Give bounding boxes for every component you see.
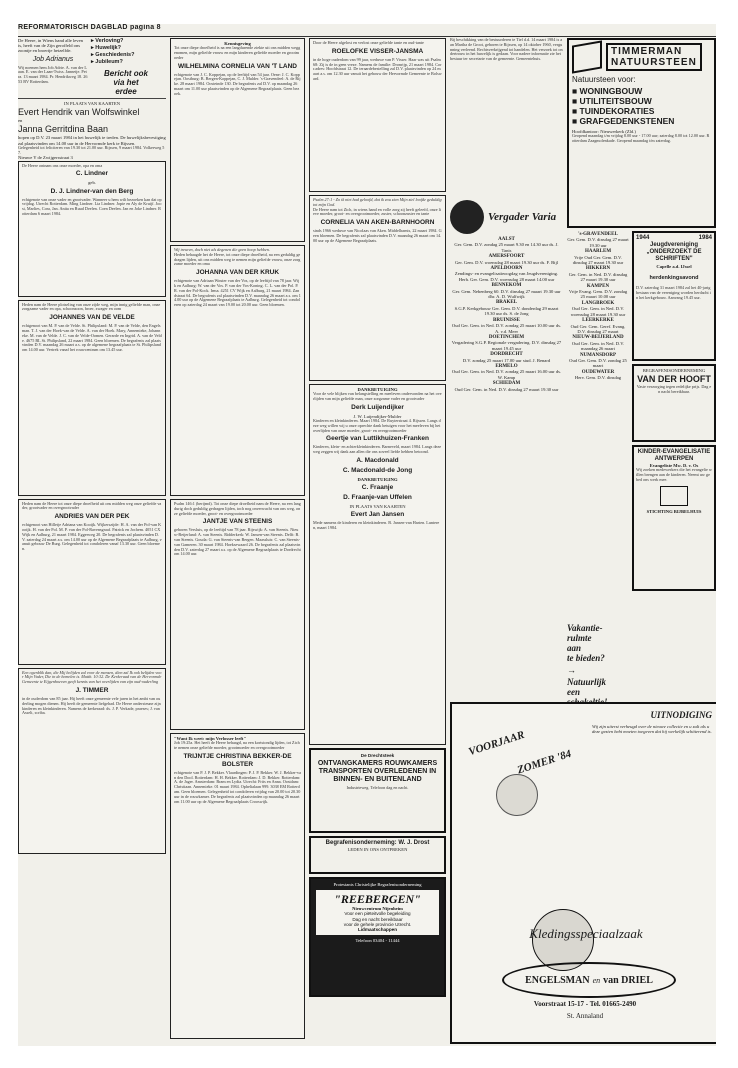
church-listing: AALST Ger. Gem. D.V. zondag 25 maart 9.30 en 14.30 uur ds. J. Tanis AMERSFOORT Ger. Gem. D.V. woensdag 28 maart 19.30 uur ds. F. Bijl APELDOORN Zendings- en evangelisatieoogdag van Jeugdvereniging. Herh. Ger. Gem. D.V. woensdag 28 maart 14.00 uur BENNEKOM Ger. Gem. Nebenberg 60. D.V. dinsdag 27 maart 19.30 uur dhr. A. D. Wulfwijk BRAKEL S.G.P. Kerkgebouw Ger. Gem. D.V. donderdag 29 maart 19.30 uur ds. S. de Jong BRUINISSE Oud Ger. Gem. in Ned. D.V. zondag 25 maart 10.00 uur ds. A. v.d. Meer DOETINCHEM Vergadering S.G.P. Regionale vergadering. D.V. dinsdag 27 maart 19.45 uur DORDRECHT D.V. zondag 25 maart 17.00 uur stud. J. Benard ERMELO Oud Ger. Gem. in Ned. D.V. zondag 25 maart 16.00 uur ds. W. Kamp SCHIEDAM Oud Ger. Gem. in Ned. D.V. dinsdag 27 maart 19.30 uur: [451, 237, 562, 392]
checklist-item: ▸ Verloving?: [91, 38, 124, 44]
thanks-partner: J. W. Luijendijker-Mulder: [353, 413, 402, 419]
church-place: HAARLEM: [584, 249, 612, 255]
filler-text: Mede namens de kinderen en kleinkinderen. B. Jansen-van Harten. Lunteren, maart 1984.: [313, 520, 440, 531]
ad-title: Begrafenisonderneming: W. J. Drost: [325, 840, 430, 846]
church-place: DORDRECHT: [490, 352, 523, 358]
megaphone-icon: [450, 200, 484, 234]
filler-text: echtgenote van Adriaan Wouter van der Vos, op de leeftijd van 78 jaar. Wijk en Aalburg: W. van der Vos. P. van der Vos-Koning. C. L. van der Pol. P. R. van der Pol-Kock. Irma. 4251 CV Wijk en Aalburg, 21 maart 1984. Zandstraat 64. De begrafenis zal plaatsvinden D.V. maandag 26 maart a.s. om 14.00 uur op de Algemene Begraafplaats te Aalburg. Gelegenheid tot condoleren op zaterdag 24 maart van 19.00 tot 20.00 uur. Geen bloemen.: [174, 278, 301, 308]
death-notice-bekker: [170, 733, 305, 1039]
death-notice-van-der-pek: [18, 499, 166, 665]
church-place: 's-GRAVENDEEL: [578, 232, 618, 237]
death-notice-visser: [309, 38, 446, 192]
item-label: TUINDEKORATIES: [579, 106, 655, 116]
engelsman-logo: [502, 962, 676, 998]
funeral-ad-drechtsteek: [309, 748, 446, 833]
deceased-name: JOHANNES VAN DE VELDE: [49, 314, 135, 322]
filler-text: Door de Heere afgelost en verlost onze geliefde tante en oud-tante: [313, 40, 424, 45]
death-notice-van-steenis: [170, 499, 305, 730]
bible-house-icon: [660, 486, 688, 506]
column-3: [309, 38, 446, 1046]
ad-name: VAN DER HOOFT: [637, 374, 711, 385]
filler-text: Psalm 27:1 - Zo ik niet had geloofd, dat ik zou zien Mijn ziel loofde geduldig tot mijn God.: [313, 197, 442, 207]
marriage-en: en: [18, 118, 23, 124]
couple-name: Evert Jan Jansen: [350, 511, 405, 519]
filler-text: Geopend maandag t/m vrijdag 8.00 uur - 17.00 uur; zaterdag 8.00 tot 12.00 uur. Rotterdam Zaagmolenkade. Geopend maandag t/m zaterdag.: [572, 133, 710, 143]
church-place: NUMANSDORP: [579, 352, 617, 358]
church-place: BRAKEL: [495, 300, 518, 306]
filler-text: Vaste verzorging tegen redelijke prijs. Dag en nacht bereikbaar.: [636, 384, 712, 394]
thanks-notices: [309, 384, 446, 745]
filler-text: echtgenote van P. J. P. Bekker. Vlaardingen: P. J. P. Bekker. W. J. Bekker-van den Dool. Rotterdam: H. H. Bekker. Rotterdam: J. D. Bekker. Rotterdam: A. de Jager. Amsterdam: Bram en Lydia. Utrecht: Frits en Anna. Oostdam: Christiaan. Annemieke. 01 maart 1984. Ophelialaan 999. 3038 EM Rotterdam. Geen bloemen. Gelegenheid tot condoleren vrijdag van 20.00 tot 20.30 uur in de rouwkamer. De begrafenis zal plaatsvinden op maandag 26 maart om 11.00 uur op de Algemene Begraafplaats Crooswijk.: [174, 769, 301, 804]
hooft-ad: [632, 364, 716, 442]
brand-line-2: en: [592, 975, 601, 985]
kleding-heading: Kledingsspeciaalzaak: [529, 926, 643, 941]
church-place: LEERKERKE: [582, 318, 614, 324]
brand-line-2: NATUURSTEEN: [611, 57, 697, 68]
death-notice-van-aken: [309, 195, 446, 381]
ad-text: Lidmaatschappen: [357, 927, 398, 933]
deceased-name: JOHANNA VAN DER KRUK: [195, 269, 280, 277]
thanks-name: Derk Luijendijker: [351, 403, 404, 411]
church-place: APELDOORN: [490, 266, 523, 272]
deceased-name: TRIJNTJE CHRISTINA BEKKER-DE BOLSTER: [183, 752, 292, 768]
filler-text: echtgenoot van Hilletje Adriana van Kooijk. Wijkerszijde: H. A. van der Pol-van Kooijk. H. van der Pol. M. P. van der Pol-Ravensgraaf. Patrick en Jochem. 4051 CX Wijk en Aalburg, 21 maart 1984. Eggerweg 20. De begrafenis zal plaatsvinden D.V. zaterdag 24 maart a.s. om 14.00 uur op de Algemene Begraafplaats te Aalburg, vanuit gebouw De Burg. Gelegenheid tot condoleren vanaf 13.30 uur. Geen bloemen.: [22, 522, 162, 552]
kinder-ad: [632, 445, 716, 591]
church-place: OUDEWATER: [581, 369, 615, 375]
filler-text: Voor de vele blijken van belangstelling en meeleven ondervonden na het overlijden van mijn geliefde man, onze zorgzame vader en grootvader: [313, 391, 442, 401]
death-notice-lindner: [18, 161, 166, 297]
filler-text: Wij treuren, doch niet als degenen die geen hoop hebben.: [174, 247, 270, 252]
filler-text: sinds 1966 weduwe van Nicolaas van Aken. Middelharnis, 22 maart 1984. Geen bloemen. De begrafenis zal plaatsvinden D.V. maandag 26 maart om 14.00 uur op de Algemene Begraafplaats.: [313, 228, 442, 243]
column-2: [170, 38, 305, 1046]
filler-text: Psalm 146:1 (berijmd). Tot onze diepe droefheid nam de Heere, na een langdurig doch geduldig gedragen lijden, toch nog onverwacht van ons weg, onze geliefde moeder, groot- en overgrootmoeder: [174, 501, 301, 516]
top-section: [18, 38, 166, 96]
ad-title: Jeugdvereniging „ONDERZOEKT DE SCHRIFTEN": [646, 242, 702, 262]
filler-text: Wij noemen hem Job Adrie. A. van der Laan. E. van der Laan-Twiss. Jannetje. Petra. 13 maart 1984. Pr. Hendrikweg 18. 2653 BV Rotterdam.: [18, 64, 88, 84]
ad-address: Telefoon 03404 - 11444: [355, 938, 400, 944]
deceased-name: ANDRIES VAN DER PEK: [54, 513, 130, 521]
filler-text: Industrieweg. Telefoon dag en nacht.: [346, 785, 409, 791]
vergader-varia-header: [450, 200, 563, 234]
filler-text: Bij beschikking van de bestuurderen te Tiel d.d. 14 maart 1984 is aan Martha de Groot, geboren te Rijssen, op 14 oktober 1960, vergunning verleend. Rechtsverkrijgend tot handelen. Het verzoek tot ondertrouw in het huwelijk is gedaan. Voor nadere informatie zie het bestuur ter secretarie van de gemeente. Gemeentehuis.: [450, 38, 563, 62]
church-place: LANGBROEK: [581, 300, 615, 306]
church-place: AMERSFOORT: [488, 254, 525, 260]
column-1: [18, 38, 166, 1046]
couple-name: C. Macdonald-de Jong: [342, 466, 413, 474]
death-notice-timmer: [18, 668, 166, 854]
death-geb: geb.: [88, 180, 96, 186]
uitnodiging-block: [592, 710, 712, 915]
deceased-name: ROELOFKE VISSER-JANSMA: [331, 47, 424, 55]
vakantie-ad: [567, 623, 629, 707]
church-place: NIEUW-BEIJERLAND: [572, 335, 624, 341]
filler-text: in de ouderdom van 85 jaar. Hij heeft onze gemeente vele jaren in het ambt van ouderling mogen dienen. Hij heeft de gemeente liefgehad. De Heere ondersteune zijn kinderen en kleinkinderen. Namens de kerkeraad: ds. J. P. Verkade, praeses; J. van Asselt, scriba.: [22, 696, 161, 716]
church-place: HIKKERN: [585, 266, 611, 272]
deceased-partner: D. J. Lindner-van den Berg: [50, 187, 134, 195]
death-notice-van-der-kruk: [170, 245, 305, 496]
couple-name: D. Fraanje-van Uffelen: [343, 494, 412, 502]
jeugd-years: [636, 235, 712, 241]
timmerman-logo: [572, 43, 711, 71]
filler-text: Heden nam de Heere tot onze diepe droefheid uit ons midden weg onze geliefde vader, grootvader en overgrootvader: [22, 500, 162, 511]
filler-text: D.V. zaterdag 31 maart 1984 zal het 40-jarig bestaan van de vereniging worden herdacht in het kerkgebouw. Aanvang 19.45 uur.: [636, 285, 711, 300]
ad-sub: LEDEN IN ONS ONTPREKEN: [347, 847, 408, 852]
funeral-ad-drost: [309, 836, 446, 874]
filler-text: De Heere nam tot Zich, in wiens hand en volle zorg zij heeft geleefd, onze lieve moeder, groot- en overgrootmoeder, zuster, schoonzuster en tante: [313, 206, 441, 217]
birth-name: Job Adrianus: [32, 55, 74, 63]
filler-text: echtgenote van J. C. Koppejan, op de leeftijd van 54 jaar. Oene: J. C. Koppejan. Oostburg: B. Bergen-Koppejan, C. J. Mulder. 's-Gravendeel: A. de Rijke. 28 maart 1984. Oosteinde 130. De begrafenis zal D.V. op maandag 26 maart om 11.00 uur plaatsvinden op de Algemene Begraafplaats. Geen bezoek.: [174, 71, 301, 96]
stone-block-icon: [572, 40, 602, 73]
item-label: WONINGBOUW: [579, 86, 643, 96]
church-place: BENNEKOM: [491, 283, 522, 289]
couple-name: A. Macdonald: [356, 456, 399, 464]
year-right: 1984: [698, 235, 712, 241]
page-header: [18, 24, 716, 37]
checklist: [91, 38, 161, 66]
erdee-slogan: Bericht ook via het erdee: [103, 69, 148, 96]
marriage-caption: IN PLAATS VAN KAARTEN: [63, 101, 121, 106]
brand-line-3: van DRIEL: [603, 974, 653, 986]
ad-text: Voor een piëteitvolle begeleiding: [344, 911, 411, 917]
filler-text: echtgenoot van M. P. van de Velde. St. Philipsland: M. P. van de Velde, den Engelsman. T. J. van der Hoek-van de Velde. A. van der Hoek. Mary, Annemieke, Johanneke. M. van de Velde. J. C. van de Velde-Oomen. Gerarde en Ingrid. A. van de Velde. 4675 BL St. Philipsland, 22 maart 1984. Geen bloemen. De begrafenis zal plaatsvinden D.V. maandag 26 maart a.s. op de algemene begraafplaats te St. Philipsland om 14.00 uur. Vertrek vanaf het rouwcentrum om 13.45 uur.: [22, 323, 162, 353]
brand-line-1: ENGELSMAN: [525, 974, 590, 986]
thanks-name: Geertje van Luttikhuizen-Franken: [326, 435, 429, 443]
zomer-label: ZOMER '84: [515, 747, 573, 777]
erdee-ad: [91, 38, 161, 96]
ad-event: herdenkingsavond: [649, 274, 699, 281]
church-place: KAMPEN: [586, 283, 610, 289]
ad-name: "REEBERGEN": [334, 892, 421, 907]
vakantie-footer: Natuurlijk een: [567, 677, 607, 697]
birth-intro: De Heere, in Wiens hand alle leven is, heeft van de Zijn geroffeld ons zoontje en broertje hetzelfde.: [18, 38, 83, 54]
deceased-name: CORNELIA VAN AKEN-BARNHOORN: [320, 219, 435, 227]
ad-text: voor de gehele provincie Utrecht.: [343, 921, 412, 927]
funeral-ad-reebergen: [309, 877, 446, 997]
flower-illustration: [496, 774, 538, 816]
filler-text: Gelegenheid tot feliciteren van 19.30 tot 21.00 uur. Rijssen, 9 maart 1984. Volkerweg 57.: [18, 144, 165, 155]
ad-title: KINDER-EVANGELISATIE ANTWERPEN: [637, 449, 711, 462]
timmerman-items: ■ WONINGBOUW ■ UTILITEITSBOUW ■ TUINDEKORATIES ■ GRAFGEDENKSTENEN: [572, 86, 675, 126]
sermon-notice: [450, 38, 563, 198]
birth-notice: [18, 38, 88, 96]
timmerman-wordmark: [606, 43, 702, 71]
church-listing-2: 's-GRAVENDEEL Ger. Gem. D.V. dinsdag 27 maart 19.30 uur HAARLEM Vrije Oud Ger. Gem. D.V. dinsdag 27 maart 19.30 uur HIKKERN Ger. Gem. in Ned. D.V. dinsdag 27 maart 19.30 uur KAMPEN Vrije Evang. Gem. D.V. zondag 25 maart 10.00 uur LANGBROEK Oud Ger. Gem. in Ned. D.V. woensdag 28 maart 19.30 uur LEERKERKE Oud Ger. Gem. Geref. Evang. D.V. dinsdag 27 maart NIEUW-BEIJERLAND Oud Ger. Gem. in Ned. D.V. maandag 26 maart NUMANSDORP Oud Ger. Gem. D.V. zondag 25 maart OUDEWATER Herv. Gem. D.V. dinsdag: [567, 232, 629, 381]
ad-title: UITNODIGING: [650, 710, 712, 720]
divider: [18, 98, 166, 99]
filler-text: Kinderen en kleinkinderen. Maart 1984. De Ruyterstraat 4. Rijssen. Langs deze weg willen wij u onze oprechte dank betuigen voor het meeleven bij het overlijden van onze moeder, groot- en overgrootmoeder: [313, 418, 441, 433]
ad-org: De Drechtsteek: [360, 753, 395, 758]
thanks-title: DANKBETUIGING: [357, 387, 398, 392]
notice-heading: Kennisgeving: [224, 41, 251, 46]
filler-text: Tot onze diepe droefheid is na een langdurende ziekte uit ons midden weggenomen, mijn geliefde vrouw en mijn kinderen geliefde moeder en grootmoeder: [174, 45, 301, 60]
ad-sub: Natuursteen voor:: [572, 75, 636, 84]
bride-name: Janna Gerritdina Baan: [18, 124, 109, 135]
checklist-item: ▸ Geschiedenis?: [91, 52, 135, 58]
church-place: SCHIEDAM: [492, 381, 521, 387]
ad-place: St. Annaland: [566, 1012, 604, 1020]
deceased-name: WILHELMINA CORNELIA VAN 'T LAND: [177, 62, 297, 70]
newspaper-page: [18, 24, 716, 1046]
deceased-name: J. TIMMER: [75, 687, 109, 694]
page-header-title: REFORMATORISCH DAGBLAD pagina 8: [18, 24, 161, 31]
section-title: Vergader Varia: [488, 210, 557, 223]
ad-intro: Protestants Christelijke Begrafenisonderneming: [333, 882, 422, 887]
couple-name: C. Fraanje: [361, 484, 394, 492]
ad-place: Capelle a.d. IJssel: [656, 264, 692, 269]
ad-top: BEGRAFENISONDERNEMING: [642, 368, 706, 373]
deceased-name: JANTJE VAN STEENIS: [202, 518, 273, 526]
ad-sub: Evangeliste Mw. D. v. Os: [649, 463, 699, 468]
ad-address: Voorstraat 15-17 - Tel. 01665-2490: [533, 1000, 637, 1008]
church-place: AALST: [498, 237, 515, 242]
death-notice-van-t-land: [170, 38, 305, 242]
voorjaar-block: [456, 710, 586, 915]
ad-text: Dag en nacht bereikbaar: [352, 916, 403, 922]
bible-quote: "Want Ik weet: mijn Verlosser leeft": [174, 736, 246, 741]
item-label: UTILITEITSBOUW: [579, 96, 652, 106]
marriage-text: hopen op D.V. 23 maart 1984 in het huwelijk te treden. De huwelijksbevestiging zal plaatsvinden om 14.00 uur in de Hervormde kerk te Rijssen.: [18, 135, 166, 146]
filler-text: De Heere ontnam ons onze moeder, opa en oma: [22, 162, 103, 168]
filler-text: Kinderen, klein- en achterkleinkinderen. Barneveld, maart 1984. Langs deze weg zeggen wij dank aan allen die ons zoveel liefde hebben betoond.: [313, 444, 442, 455]
checklist-item: ▸ Jubileum?: [91, 59, 123, 65]
item-label: GRAFGEDENKSTENEN: [579, 116, 675, 126]
col5-right: [632, 231, 716, 594]
filler-text: Een ogenblik dan, die Mij belijden zal voor de mensen, dien zal Ik ook belijden voor Mijn Vader, Die in de hemelen is. Matth. 10:32. De Kerkeraad van de Hervormde Gemeente te Eijgenhoeven geeft kennis van het overlijden van zijn oud-ouderling: [22, 669, 162, 685]
ad-inner: [316, 890, 439, 935]
filler-text: Wij zoeken medewerkers die het evangelie willen brengen aan de kinderen. Neemt uw gebed ons werk mee.: [636, 467, 712, 482]
thanks-title: DANKBETUIGING: [357, 476, 398, 482]
ad-office: Hoofdkantoor: Nieuwerkerk (Zld.): [572, 129, 636, 134]
jeugd-ad: [632, 231, 716, 361]
ad-sub: Nieuwcentrum Nijenheim: [352, 906, 403, 912]
checklist-item: ▸ Huwelijk?: [91, 45, 121, 51]
ad-org: STICHTING BIJBELHUIS: [646, 508, 702, 514]
brand-line-1: TIMMERMAN: [611, 46, 683, 57]
filler-text: geboren Versluis, op de leeftijd van 78 jaar. Rijswijk: A. van Steenis. Nieuw-Beijerland: A. van Steenis. Ridderkerk: W. Jansen-van Steenis. Delft: B. van Steenis. Gouda: G. van Steenis-van Bergen. Maassluis: C. van Steenis-van Gameren. 30 maart 1984. Hoeksewaard 26. De begrafenis zal plaatsvinden D.V. zaterdag 27 maart a.s. op de Algemene Begraafplaats te Dordrecht om 14.00 uur.: [174, 527, 301, 557]
deceased-name: C. Lindner: [75, 170, 109, 178]
filler-text: echtgenote van onze vader en grootvader. Wanneer u hem wilt bezoeken kan dat op vrijdag. Utrecht Rotterdam. Ming Lindner. Lia Lindner. Jopie en Aly de Kruijf. Joost, Marlies, Cora, Jan. Anita en Ruud Deelen. Coen Deelen. Jan en Joke Lindner. Rotterdam 6 maart 1984.: [22, 196, 162, 216]
filler-text: Job 19:25a. Het heeft de Heere behaagd, na een kortstondig lijden, tot Zich te nemen onze geliefde moeder, grootmoeder en overgrootmoeder: [174, 740, 300, 750]
vakantie-heading: Vakantie- rulmte aan te bieden?: [567, 623, 605, 663]
filler-text: Heden nam de Heere plotseling van onze zijde weg, mijn innig geliefde man, onze zorgzame vader en opa, schoonzoon, broer, zwager en oom: [22, 301, 161, 312]
timmerman-ad: [567, 38, 716, 228]
filler-text: Heden behaagde het de Heere, tot onze diepe droefheid, na een geduldig gedragen lijden, uit ons midden weg te nemen mijn geliefde vrouw, onze zorgzame moeder en oma: [174, 251, 301, 267]
groom-name: Evert Hendrik van Wolfswinkel: [18, 107, 140, 118]
voorjaar-label: VOORJAAR: [467, 728, 527, 759]
church-place: BRUINISSE: [493, 317, 520, 323]
col5-split: [567, 231, 716, 594]
church-place: ERMELO: [495, 363, 518, 369]
death-notice-van-de-velde: [18, 300, 166, 496]
filler-text: in de hoge ouderdom van 99 jaar, weduwe van P. Visser. Haar was uit Psalm 68: Zij is de in geen vreze. Namens de familie: Dronrijp, 21 maart 1984. Corr.adres: Hoofdstraat 12. De teraardebestelling zal D.V. plaatsvinden op 24 maart a.s. om 12.30 uur vanuit het gebouw der Hervormde Gemeente te Bolsward.: [313, 56, 442, 81]
marriage-address: Nieuwe Y de Zwijgersstraat 3: [18, 155, 73, 161]
engelsman-ad: [450, 702, 716, 1044]
marriage-notice: [18, 101, 166, 161]
ad-text: Wij zijn uiterst verheugd over de nieuwe collectie en u zult als u deze gezien hebt moeten toegeven dat hij werkelijk schitterend is.: [592, 724, 712, 735]
ad-title: ONTVANGKAMERS ROUWKAMERS TRANSPORTEN OVERLEDENEN IN BINNEN- EN BUITENLAND: [317, 760, 438, 784]
couple-caption: IN PLAATS VAN KAARTEN: [349, 504, 406, 510]
arrow-icon: →: [567, 665, 576, 675]
year-left: 1944: [636, 235, 650, 241]
church-place: DOETINCHEM: [488, 334, 525, 340]
